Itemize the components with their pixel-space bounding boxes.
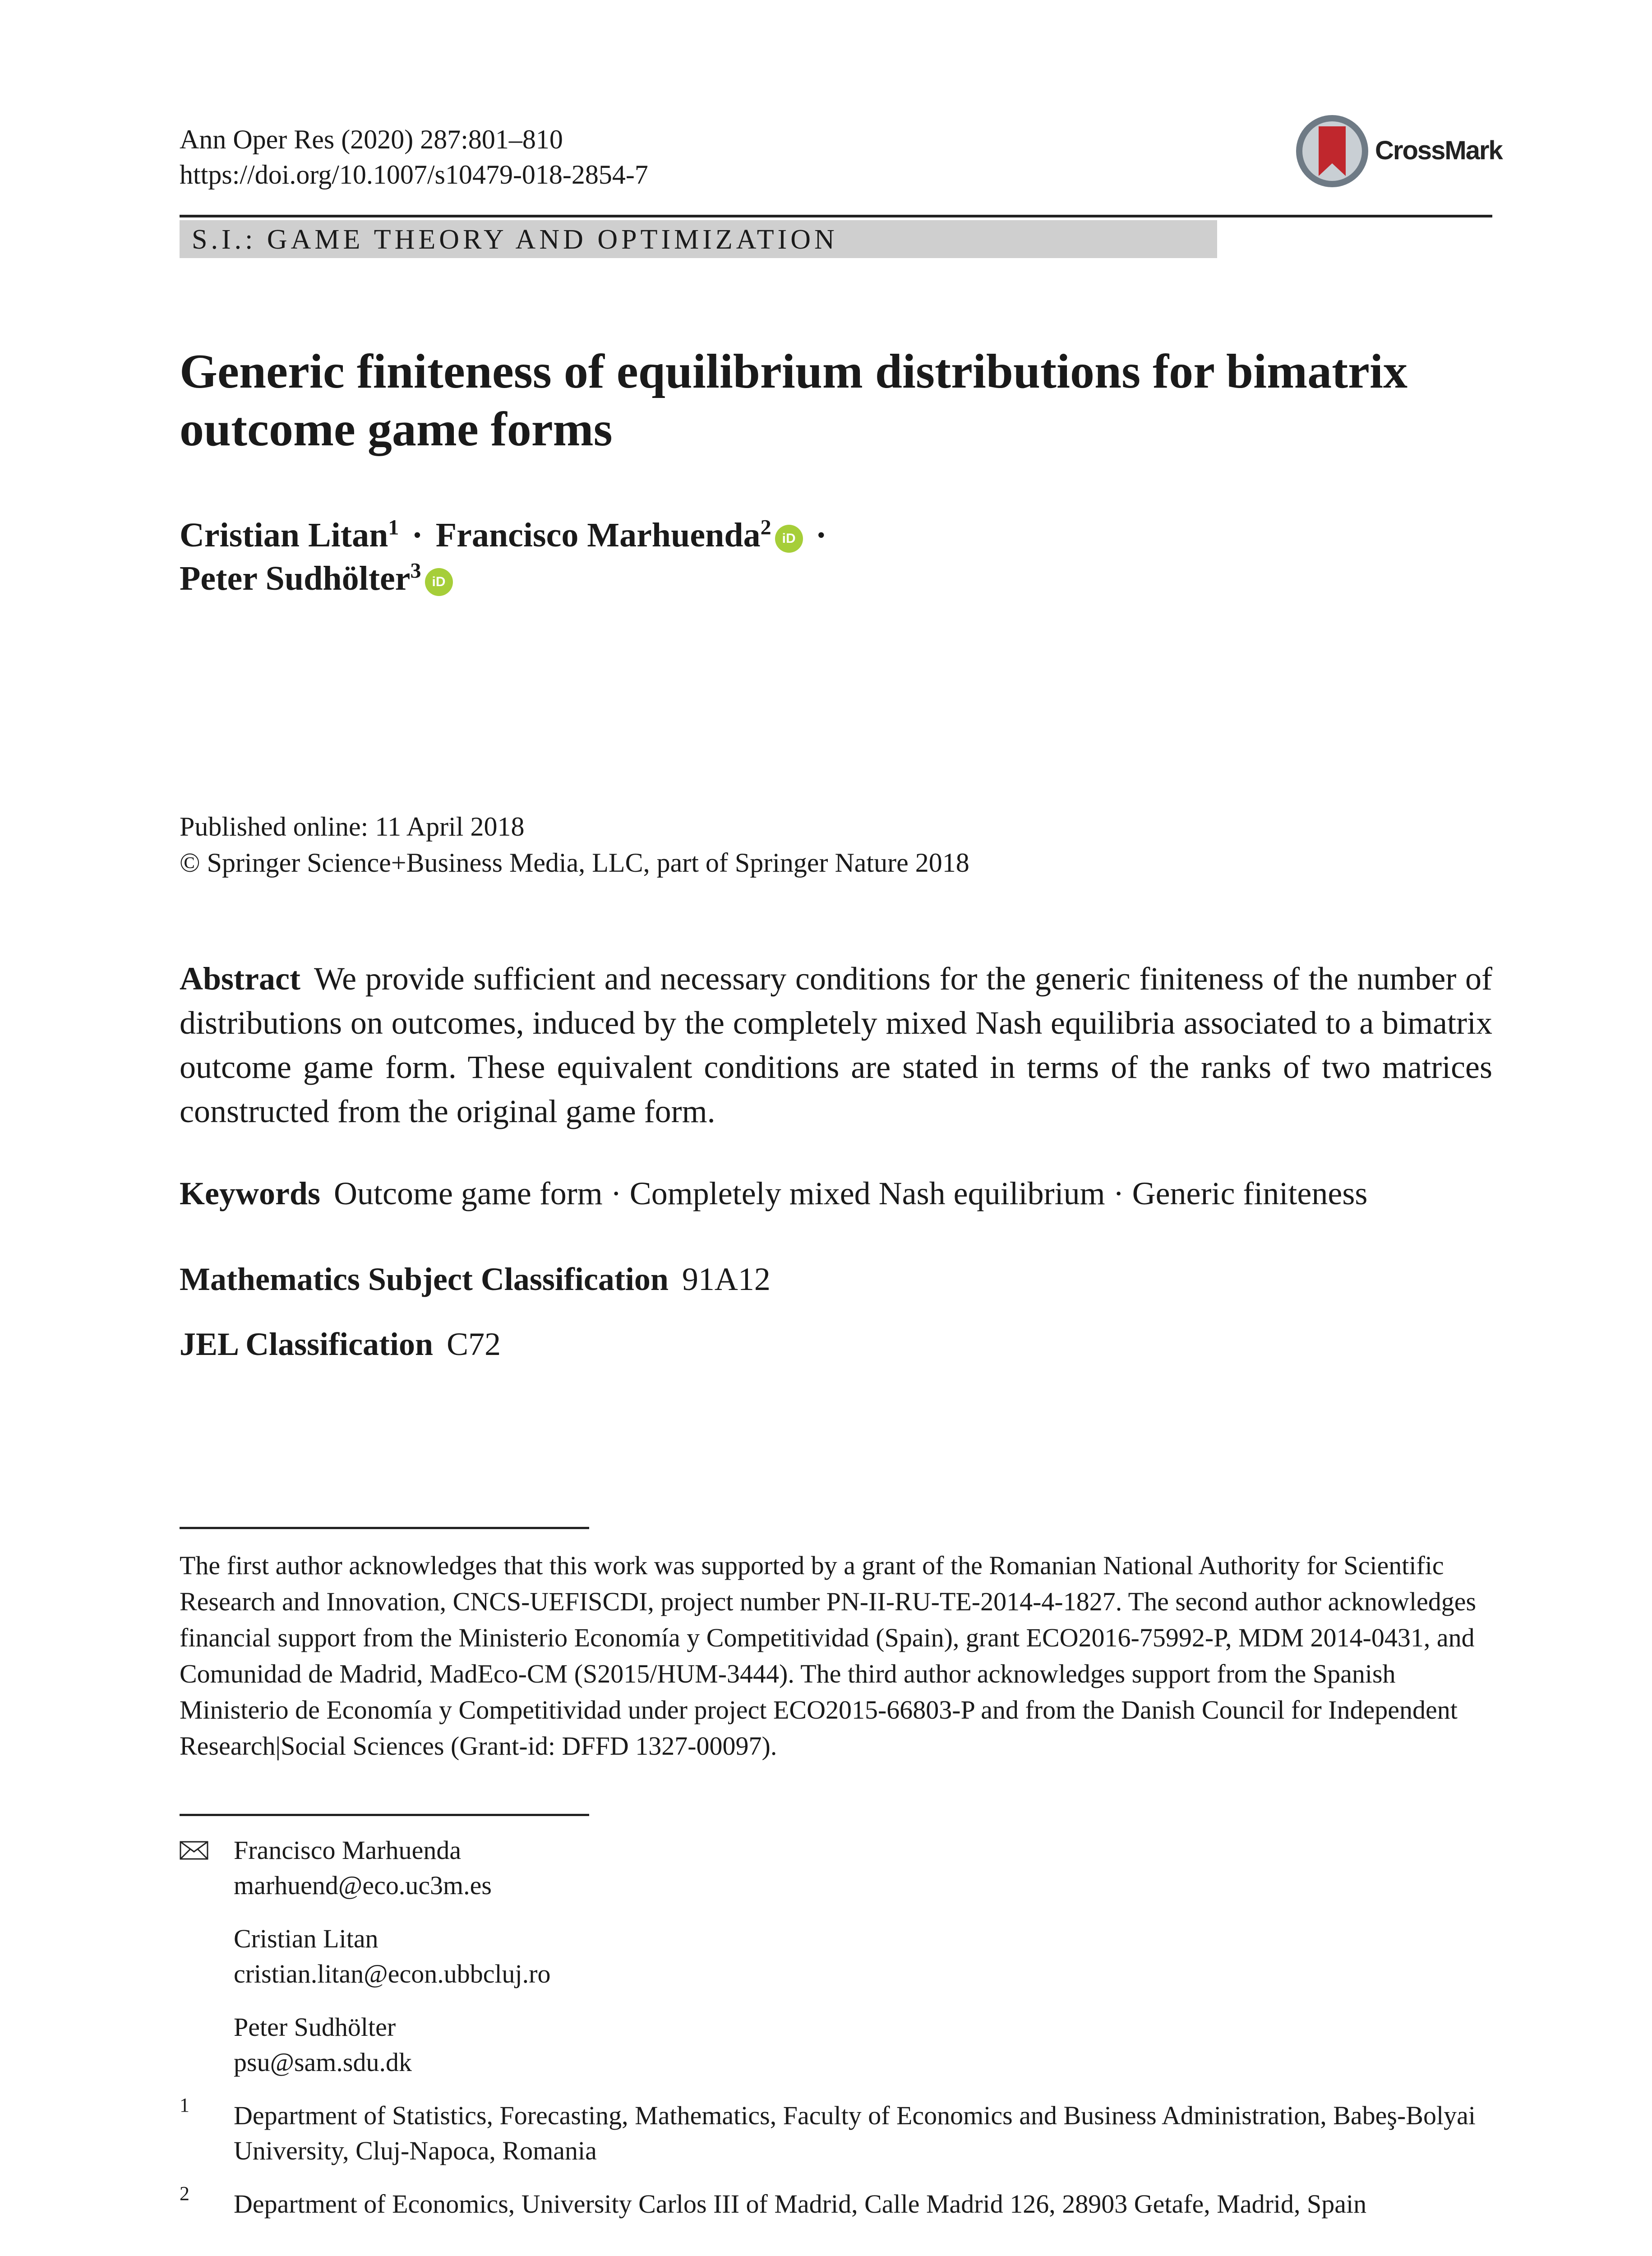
affiliation-marker: 2 bbox=[760, 515, 771, 540]
affiliation-marker: 3 bbox=[410, 559, 421, 583]
author-name[interactable]: Peter Sudhölter bbox=[180, 559, 411, 597]
orcid-icon[interactable]: iD bbox=[425, 568, 453, 596]
jel-label: JEL Classification bbox=[180, 1326, 434, 1362]
contact-rule bbox=[180, 1814, 589, 1816]
crossmark-badge[interactable] bbox=[1294, 113, 1502, 190]
funding-footnote: The first author acknowledges that this work was supported by a grant of the Romanian National Authority for Scientific Research and Innovation, CNCS-UEFISCDI, project number PN-II-RU-TE-2014-4-1827. The second author acknowledges financial support from the Ministerio Economía y Competitividad (Spain), grant ECO2016-75992-P, MDM 2014-0431, and Comunidad de Madrid, MadEco-CM (S2015/HUM-3444). The third author acknowledges support from the Spanish Ministerio de Economía y Competitividad under project ECO2015-66803-P and from the Danish Council for Independent Research|Social Sciences (Grant-id: DFFD 1327-00097). bbox=[180, 1551, 1477, 1761]
contact-name: Peter Sudhölter bbox=[234, 2012, 396, 2042]
doi-link[interactable]: https://doi.org/10.1007/s10479-018-2854-7 bbox=[180, 160, 648, 190]
copyright-notice: © Springer Science+Business Media, LLC, part of Springer Nature 2018 bbox=[180, 848, 969, 878]
orcid-icon[interactable]: iD bbox=[775, 525, 803, 553]
abstract-text: We provide sufficient and necessary conditions for the generic finiteness of the number of distributions on outcomes, induced by the completely mixed Nash equilibria associated to a bimatrix outcome game form. These equivalent conditions are stated in terms of the ranks of two matrices constructed from the original game form. bbox=[180, 961, 1492, 1129]
affiliation-text: Department of Economics, University Carlos III of Madrid, Calle Madrid 126, 28903 Getafe, Madrid, Spain bbox=[234, 2189, 1367, 2219]
author-list bbox=[180, 513, 1488, 600]
msc-classification bbox=[180, 1259, 771, 1299]
affiliation-number: 1 bbox=[180, 2094, 189, 2116]
keywords bbox=[180, 1173, 1367, 1214]
contact-email[interactable]: cristian.litan@econ.ubbcluj.ro bbox=[234, 1959, 551, 1988]
footnote-rule bbox=[180, 1527, 589, 1529]
crossmark-label: CrossMark bbox=[1375, 136, 1502, 165]
contact-entry bbox=[234, 1921, 551, 1992]
author-name[interactable]: Cristian Litan bbox=[180, 516, 388, 554]
jel-code: C72 bbox=[447, 1326, 501, 1362]
contact-name: Francisco Marhuenda bbox=[234, 1835, 461, 1865]
header-rule bbox=[180, 215, 1492, 217]
jel-classification bbox=[180, 1324, 501, 1364]
special-issue-label: S.I.: GAME THEORY AND OPTIMIZATION bbox=[192, 224, 838, 255]
msc-code: 91A12 bbox=[682, 1261, 771, 1297]
abstract-label: Abstract bbox=[180, 961, 300, 997]
journal-reference: Ann Oper Res (2020) 287:801–810 bbox=[180, 125, 563, 154]
affiliation-text: Department of Statistics, Forecasting, Mathematics, Faculty of Economics and Business Administration, Babeş-Bolyai University, Cluj-Napoca, Romania bbox=[234, 2101, 1476, 2165]
crossmark-icon bbox=[1294, 113, 1371, 190]
abstract bbox=[180, 957, 1492, 1133]
keywords-label: Keywords bbox=[180, 1175, 320, 1211]
author-separator: · bbox=[815, 516, 827, 554]
affiliation-number: 2 bbox=[180, 2182, 189, 2205]
author-separator: · bbox=[411, 516, 423, 554]
envelope-icon bbox=[180, 1841, 208, 1860]
publication-info bbox=[180, 809, 969, 881]
published-date: Published online: 11 April 2018 bbox=[180, 812, 525, 841]
keywords-text: Outcome game form · Completely mixed Nash equilibrium · Generic finiteness bbox=[333, 1175, 1368, 1211]
msc-label: Mathematics Subject Classification bbox=[180, 1261, 669, 1297]
contact-email[interactable]: marhuend@eco.uc3m.es bbox=[234, 1871, 492, 1900]
contact-entry bbox=[234, 2010, 412, 2080]
author-name[interactable]: Francisco Marhuenda bbox=[435, 516, 761, 554]
contact-entry bbox=[234, 1833, 492, 1903]
article-title: Generic finiteness of equilibrium distributions for bimatrix outcome game forms bbox=[180, 345, 1407, 456]
contact-email[interactable]: psu@sam.sdu.dk bbox=[234, 2048, 412, 2077]
contact-name: Cristian Litan bbox=[234, 1924, 378, 1953]
affiliation-marker: 1 bbox=[388, 515, 399, 540]
